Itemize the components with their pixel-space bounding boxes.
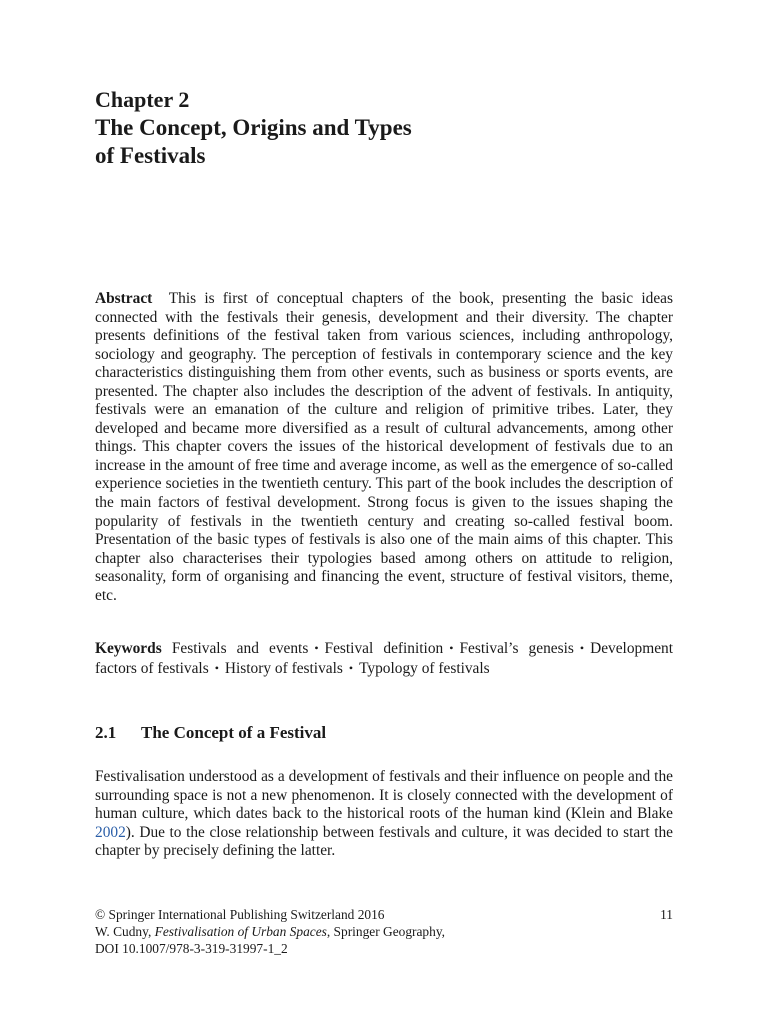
keyword-separator: • [314,641,319,655]
keyword-item: Festival definition [324,640,444,657]
citation-line [95,924,673,941]
series-name: , Springer Geography, [326,923,445,939]
chapter-title-line-2: of Festivals [95,143,206,168]
body-text-continued: ). Due to the close relationship between festivals and culture, it was decided to start the chapter by precisely defining the latter. [95,823,673,859]
section-heading [95,722,673,744]
abstract [95,290,673,605]
keyword-item: Festival’s genesis [459,640,574,657]
keywords [95,639,673,678]
keyword-item: Festivals and events [171,640,309,657]
body-text: Festivalisation understood as a development of festivals and their influence on people and the surrounding space is not a new phenomenon. It is closely connected with the development of human culture, which dates back to the historical roots of the human kind (Klein and Blake [95,768,673,822]
keyword-separator: • [579,641,585,655]
author-name: W. Cudny, [95,923,155,939]
chapter-title-line-1: The Concept, Origins and Types [95,115,412,140]
abstract-label: Abstract [95,290,153,307]
keywords-label: Keywords [95,640,162,657]
page [95,0,673,1024]
keyword-item: Typology of festivals [359,659,490,677]
chapter-heading [95,86,673,170]
chapter-number: Chapter 2 [95,87,190,112]
keyword-separator: • [214,660,219,675]
citation-link[interactable]: 2002 [95,823,126,841]
keyword-item: History of festivals [224,659,343,677]
body-paragraph [95,768,673,861]
abstract-text: This is first of conceptual chapters of the book, presenting the basic ideas connected with the festivals their genesis, development and their diversity. The chapter presents definitions of the festival taken from various sciences, including anthropology, sociology and geography. The perception of festivals in contemporary science and the key characteristics distinguishing them from other events, such as business or sports events, are presented. The chapter also includes the description of the advent of festivals. In antiquity, festivals were an emanation of the culture and religion of primitive tribes. Later, they developed and became more diversified as a result of cultural advancements, among other things. This chapter covers the issues of the historical development of festivals due to an increase in the amount of free time and average income, as well as the emergence of so-called experience societies in the twentieth century. This part of the book includes the description of the main factors of festival development. Strong focus is given to the issues shaping the popularity of festivals in the twentieth century and creating so-called festival boom. Presentation of the basic types of festivals is also one of the main aims of this chapter. This chapter also characterises their typologies based among others on attitude to religion, seasonality, form of organising and financing the event, structure of festival visitors, theme, etc. [95,290,673,604]
copyright-line: © Springer International Publishing Switzerland 2016 [95,907,385,922]
section-title: The Concept of a Festival [141,723,327,742]
page-number: 11 [660,907,673,922]
keyword-separator: • [449,641,454,655]
doi-line: DOI 10.1007/978-3-319-31997-1_2 [95,940,288,956]
footer [95,907,673,957]
keyword-item: Development factors of festivals [95,640,673,677]
book-title: Festivalisation of Urban Spaces [154,923,327,939]
section-number: 2.1 [95,723,117,742]
keyword-separator: • [348,660,354,675]
